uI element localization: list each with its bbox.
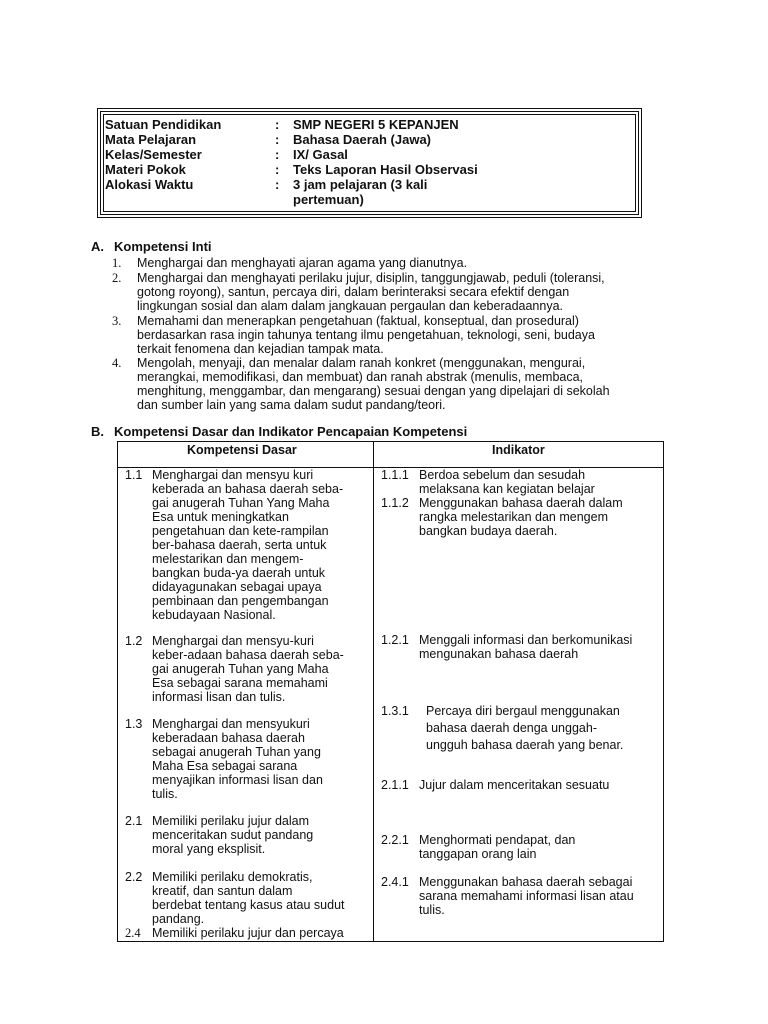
kd-text: Menghargai dan mensyu-kuri: [152, 634, 314, 648]
kd-text: Esa untuk meningkatkan: [152, 510, 289, 524]
kd-text: berdebat tentang kasus atau sudut: [152, 898, 345, 912]
indicator-text: Percaya diri bergaul menggunakan: [426, 704, 620, 718]
list-text: gotong royong), santun, percaya diri, dalam berinteraksi secara efektif dengan: [137, 285, 570, 299]
indicator-text: mengunakan bahasa daerah: [419, 647, 579, 661]
kd-text: keber-adaan bahasa daerah seba-: [152, 648, 344, 662]
kd-text: keberadaan bahasa daerah: [152, 731, 305, 745]
indicator-number: 2.1.1: [381, 778, 409, 792]
kd-text: keberada an bahasa daerah seba-: [152, 482, 344, 496]
list-text: dan sumber lain yang sama dalam sudut pandang/teori.: [137, 398, 446, 412]
kd-text: Memiliki perilaku jujur dalam: [152, 814, 309, 828]
indicator-text: tulis.: [419, 903, 445, 917]
list-text: menghitung, menggambar, dan mengarang) sesuai dengan yang dipelajari di sekolah: [137, 384, 610, 398]
indicator-text: bangkan budaya daerah.: [419, 524, 558, 538]
section-b-title: [91, 425, 467, 439]
list-text: terkait fenomena dan kejadian tampak mata.: [137, 342, 384, 356]
kd-text: Menghargai dan mensyukuri: [152, 717, 310, 731]
kd-text: Esa sebagai sarana memahami: [152, 676, 328, 690]
kd-text: sebagai anugerah Tuhan yang: [152, 745, 321, 759]
list-number: 2.: [112, 271, 122, 285]
kd-number: 2.2: [125, 870, 143, 884]
indicator-text: Berdoa sebelum dan sesudah: [419, 468, 586, 482]
header-value: pertemuan): [293, 192, 364, 207]
kd-text: pandang.: [152, 912, 205, 926]
kd-text: gai anugerah Tuhan Yang Maha: [152, 496, 330, 510]
section-heading: Kompetensi Inti: [114, 239, 212, 254]
kd-text: ber-bahasa daerah, serta untuk: [152, 538, 327, 552]
header-colon: :: [275, 117, 280, 132]
header-label: Mata Pelajaran: [105, 132, 197, 147]
header-colon: :: [275, 177, 280, 192]
section-letter: A.: [91, 239, 104, 254]
header-value: Teks Laporan Hasil Observasi: [293, 162, 478, 177]
list-text: Memahami dan menerapkan pengetahuan (faktual, konseptual, dan prosedural): [137, 314, 579, 328]
kd-text: Memiliki perilaku demokratis,: [152, 870, 313, 884]
kd-text: menyajikan informasi lisan dan: [152, 773, 323, 787]
kd-text: tulis.: [152, 787, 178, 801]
kd-number: 1.2: [125, 634, 143, 648]
section-a-title: [91, 240, 212, 254]
kd-text: Memiliki perilaku jujur dan percaya: [152, 926, 344, 940]
header-value: SMP NEGERI 5 KEPANJEN: [293, 117, 459, 132]
kd-text: menceritakan sudut pandang: [152, 828, 314, 842]
table-column-divider: [373, 441, 374, 942]
indicator-number: 2.4.1: [381, 875, 409, 889]
list-text: merangkai, memodifikasi, dan membuat) dan ranah abstrak (menulis, membaca,: [137, 370, 584, 384]
header-label: Satuan Pendidikan: [105, 117, 222, 132]
kd-number: 1.1: [125, 468, 143, 482]
header-colon: :: [275, 132, 280, 147]
kd-text: pembinaan dan pengembangan: [152, 594, 329, 608]
list-number: 3.: [112, 314, 122, 328]
kd-text: didayagunakan sebagai upaya: [152, 580, 322, 594]
kd-text: moral yang eksplisit.: [152, 842, 266, 856]
indicator-text: Menggunakan bahasa daerah sebagai: [419, 875, 633, 889]
kd-number: 1.3: [125, 717, 143, 731]
kd-text: Maha Esa sebagai sarana: [152, 759, 298, 773]
indicator-text: Menghormati pendapat, dan: [419, 833, 576, 847]
indicator-text: sarana memahami informasi lisan atau: [419, 889, 634, 903]
list-number: 1.: [112, 256, 122, 270]
kd-text: Menghargai dan mensyu kuri: [152, 468, 314, 482]
kd-text: melestarikan dan mengem-: [152, 552, 304, 566]
list-text: berdasarkan rasa ingin tahunya tentang ilmu pengetahuan, teknologi, seni, budaya: [137, 328, 595, 342]
indicator-text: melaksana kan kegiatan belajar: [419, 482, 595, 496]
kd-text: informasi lisan dan tulis.: [152, 690, 286, 704]
indicator-number: 2.2.1: [381, 833, 409, 847]
header-label: Kelas/Semester: [105, 147, 202, 162]
kd-text: pengetahuan dan kete-rampilan: [152, 524, 329, 538]
list-text: lingkungan sosial dan alam dalam jangkauan pergaulan dan keberadaannya.: [137, 299, 564, 313]
header-value: IX/ Gasal: [293, 147, 348, 162]
section-letter: B.: [91, 424, 104, 439]
indicator-text: Menggunakan bahasa daerah dalam: [419, 496, 623, 510]
header-value: Bahasa Daerah (Jawa): [293, 132, 432, 147]
kd-text: kreatif, dan santun dalam: [152, 884, 293, 898]
table-header-indicator: Indikator: [492, 443, 545, 457]
section-heading: Kompetensi Dasar dan Indikator Pencapaian Kompetensi: [114, 424, 468, 439]
kd-text: bangkan buda-ya daerah untuk: [152, 566, 326, 580]
header-label: Materi Pokok: [105, 162, 186, 177]
indicator-number: 1.1.2: [381, 496, 409, 510]
kd-number: 2.4: [125, 926, 141, 940]
indicator-text: ungguh bahasa daerah yang benar.: [426, 738, 624, 752]
indicator-text: rangka melestarikan dan mengem: [419, 510, 608, 524]
header-value: 3 jam pelajaran (3 kali: [293, 177, 428, 192]
header-colon: :: [275, 162, 280, 177]
indicator-number: 1.3.1: [381, 704, 409, 718]
kd-text: kebudayaan Nasional.: [152, 608, 276, 622]
indicator-number: 1.2.1: [381, 633, 409, 647]
header-colon: :: [275, 147, 280, 162]
list-text: Menghargai dan menghayati ajaran agama yang dianutnya.: [137, 256, 468, 270]
kd-number: 2.1: [125, 814, 143, 828]
indicator-text: bahasa daerah denga unggah-: [426, 721, 597, 735]
kd-text: gai anugerah Tuhan yang Maha: [152, 662, 329, 676]
table-header-kd: Kompetensi Dasar: [187, 443, 297, 457]
list-text: Menghargai dan menghayati perilaku jujur, disiplin, tanggungjawab, peduli (toleransi,: [137, 271, 605, 285]
indicator-text: Menggali informasi dan berkomunikasi: [419, 633, 633, 647]
indicator-text: tanggapan orang lain: [419, 847, 537, 861]
header-label: Alokasi Waktu: [105, 177, 194, 192]
list-number: 4.: [112, 356, 122, 370]
indicator-number: 1.1.1: [381, 468, 409, 482]
list-text: Mengolah, menyaji, dan menalar dalam ranah konkret (menggunakan, mengurai,: [137, 356, 586, 370]
indicator-text: Jujur dalam menceritakan sesuatu: [419, 778, 610, 792]
